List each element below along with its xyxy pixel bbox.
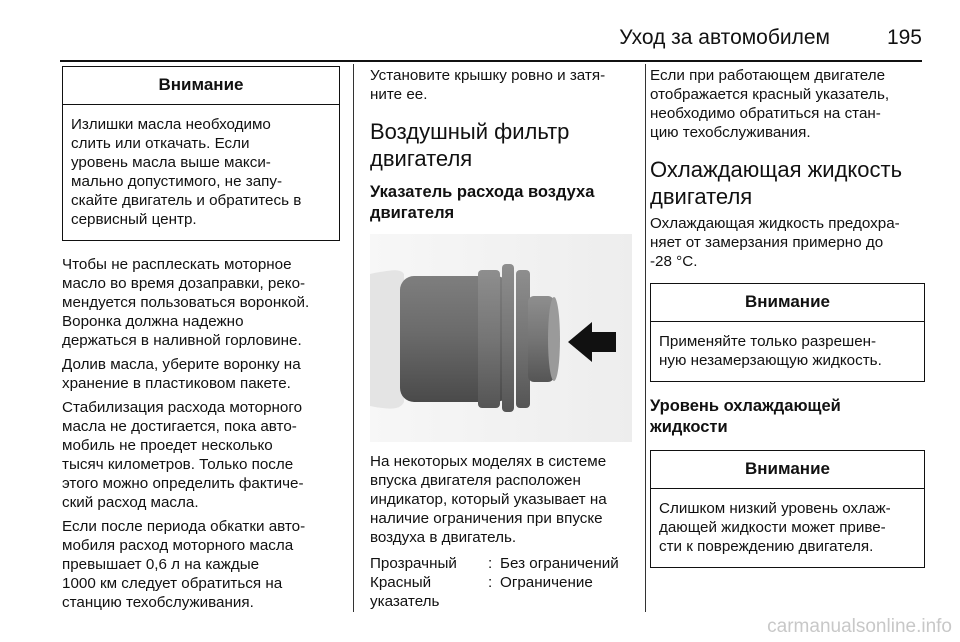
- spec-key: Прозрачный: [370, 555, 457, 572]
- page-header: [60, 20, 922, 62]
- warning-line: скайте двигатель и обратитесь в: [71, 192, 302, 209]
- warning-text: [651, 322, 924, 381]
- text-line: Охлаждающая жидкость предохра-: [650, 215, 900, 232]
- heading-line: двигателя: [370, 204, 455, 222]
- indicator-ring: [502, 264, 514, 412]
- heading-line: Воздушный фильтр: [370, 119, 570, 144]
- section-heading: [650, 156, 925, 210]
- text-line: необходимо обратиться на стан-: [650, 105, 881, 122]
- text-line: Стабилизация расхода моторного: [62, 399, 303, 416]
- text-line: этого можно определить фактиче-: [62, 475, 304, 492]
- text-line: воздуха в двигатель.: [370, 529, 517, 546]
- nozzle-opening: [548, 297, 560, 381]
- paragraph: [370, 66, 632, 104]
- paragraph: [650, 66, 925, 142]
- text-line: няет от замерзания примерно до: [650, 234, 884, 251]
- indicator-ring: [516, 270, 530, 408]
- paragraph: [650, 214, 925, 271]
- spec-value: Без ограничений: [500, 555, 619, 572]
- text-line: Чтобы не расплескать моторное: [62, 256, 292, 273]
- warning-line: мально допустимого, не запу-: [71, 173, 283, 190]
- warning-line: ную незамерзающую жидкость.: [659, 352, 882, 369]
- text-line: На некоторых моделях в системе: [370, 453, 607, 470]
- text-line: -28 °C.: [650, 253, 698, 270]
- spec-row: [370, 592, 632, 611]
- warning-line: Применяйте только разрешен-: [659, 333, 877, 350]
- spec-row: [370, 573, 632, 592]
- text-line: мобиля расход моторного масла: [62, 537, 294, 554]
- air-flow-indicator-illustration: [370, 234, 632, 442]
- column-3: [650, 66, 925, 568]
- warning-line: сервисный центр.: [71, 211, 197, 228]
- text-line: отображается красный указатель,: [650, 86, 890, 103]
- text-line: ните ее.: [370, 86, 428, 103]
- warning-line: Излишки масла необходимо: [71, 116, 271, 133]
- heading-line: Уровень охлаждающей: [650, 397, 841, 415]
- text-line: впуска двигателя расположен: [370, 472, 581, 489]
- text-line: превышает 0,6 л на каждые: [62, 556, 260, 573]
- column-divider: [353, 64, 354, 612]
- text-line: масла не достигается, пока авто-: [62, 418, 297, 435]
- paragraph: [370, 452, 632, 547]
- text-line: Если после периода обкатки авто-: [62, 518, 306, 535]
- text-line: ский расход масла.: [62, 494, 199, 511]
- text-line: Воронка должна надежно: [62, 313, 244, 330]
- air-flow-indicator-drawing: [370, 234, 632, 442]
- warning-title: Внимание: [651, 451, 924, 489]
- paragraph: [62, 255, 340, 350]
- housing-shape: [370, 270, 404, 408]
- column-1: [62, 66, 340, 612]
- text-line: тысяч километров. Только после: [62, 456, 294, 473]
- text-line: наличие ограничения при впуске: [370, 510, 603, 527]
- warning-line: уровень масла выше макси-: [71, 154, 271, 171]
- spec-key: Красный: [370, 574, 432, 591]
- spec-separator: :: [488, 555, 493, 572]
- spec-separator: :: [488, 574, 493, 591]
- text-line: мендуется пользоваться воронкой.: [62, 294, 310, 311]
- warning-line: слить или откачать. Если: [71, 135, 250, 152]
- spec-separator: [488, 592, 500, 611]
- text-line: индикатор, который указывает на: [370, 491, 607, 508]
- spec-list: [370, 554, 632, 611]
- warning-line: Слишком низкий уровень охлаж-: [659, 500, 891, 517]
- warning-text: [651, 489, 924, 567]
- heading-line: двигателя: [370, 146, 473, 171]
- text-line: 1000 км следует обратиться на: [62, 575, 283, 592]
- column-2: [370, 66, 632, 611]
- spec-value: [500, 592, 632, 611]
- subsection-heading: [650, 396, 925, 438]
- warning-box: [62, 66, 340, 241]
- page-number: 195: [886, 26, 922, 49]
- paragraph: [62, 355, 340, 393]
- warning-title: Внимание: [63, 67, 339, 105]
- heading-line: Охлаждающая жидкость: [650, 157, 903, 182]
- warning-text: [63, 105, 339, 240]
- spec-key: указатель: [370, 593, 440, 610]
- section-heading: [370, 118, 632, 172]
- subsection-heading: [370, 182, 632, 224]
- warning-title: Внимание: [651, 284, 924, 322]
- spec-value: Ограничение: [500, 574, 593, 591]
- paragraph: [62, 517, 340, 612]
- heading-line: Указатель расхода воздуха: [370, 183, 595, 201]
- warning-line: дающей жидкости может приве-: [659, 519, 886, 536]
- warning-line: сти к повреждению двигателя.: [659, 538, 874, 555]
- text-line: мобиль не проедет несколько: [62, 437, 273, 454]
- column-divider: [645, 64, 646, 612]
- text-line: Если при работающем двигателе: [650, 67, 886, 84]
- paragraph: [62, 398, 340, 512]
- text-line: цию техобслуживания.: [650, 124, 811, 141]
- warning-box: [650, 450, 925, 568]
- header-title: Уход за автомобилем: [619, 26, 830, 49]
- text-line: хранение в пластиковом пакете.: [62, 375, 291, 392]
- heading-line: жидкости: [650, 418, 728, 436]
- text-line: держаться в наливной горловине.: [62, 332, 302, 349]
- warning-box: [650, 283, 925, 382]
- heading-line: двигателя: [650, 184, 753, 209]
- text-line: Установите крышку ровно и затя-: [370, 67, 606, 84]
- indicator-ring: [478, 270, 500, 408]
- text-line: станцию техобслуживания.: [62, 594, 254, 611]
- text-line: масло во время дозаправки, реко-: [62, 275, 306, 292]
- text-line: Долив масла, уберите воронку на: [62, 356, 301, 373]
- watermark: carmanualsonline.info: [767, 616, 952, 637]
- spec-row: [370, 554, 632, 573]
